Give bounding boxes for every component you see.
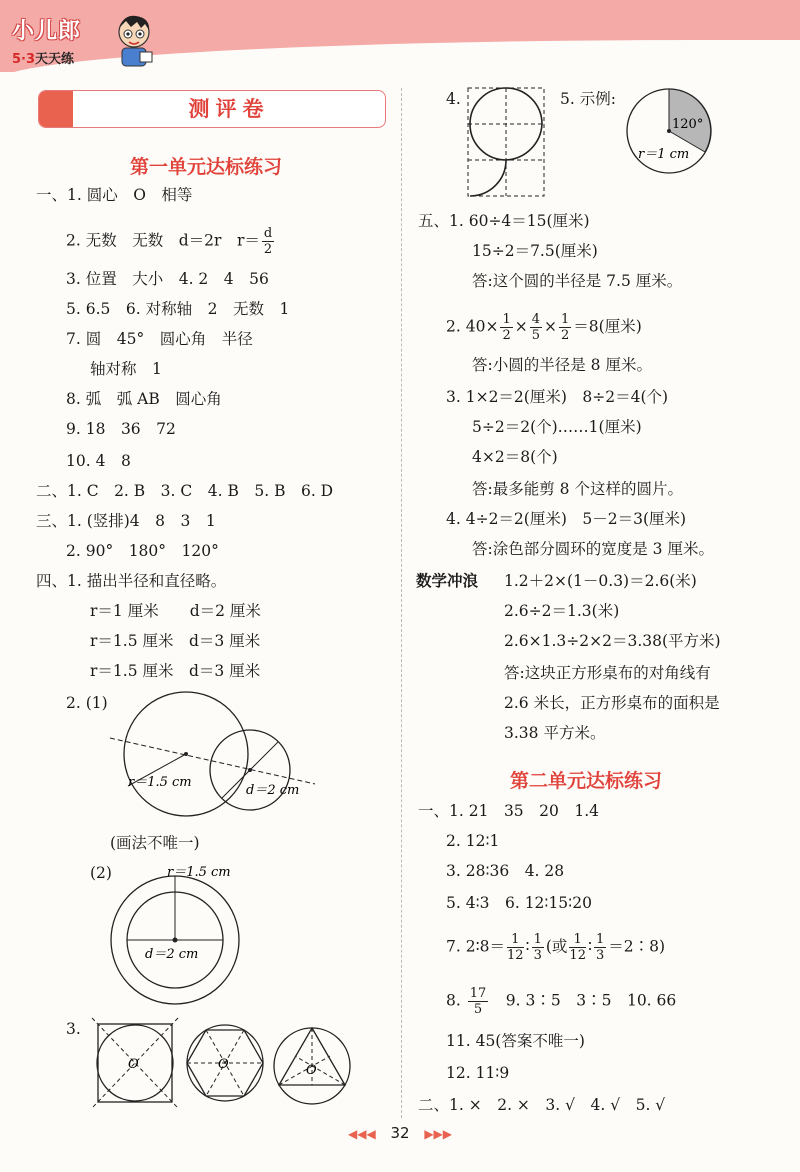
- figure-ring: [105, 860, 265, 1020]
- answer-line: r＝1 厘米 d＝2 厘米: [90, 602, 261, 620]
- svg-text:O: O: [218, 1057, 229, 1072]
- answer-line: 二、1. C 2. B 3. C 4. B 5. B 6. D: [36, 482, 334, 500]
- answer-line: 15÷2＝7.5(厘米): [472, 242, 598, 260]
- banner-title: 测评卷: [188, 97, 270, 121]
- answer-line: 8. 弧 弧 AB 圆心角: [66, 390, 222, 408]
- answer-line: 4. 4÷2＝2(厘米) 5－2＝3(厘米): [446, 510, 687, 528]
- answer-line: 答:涂色部分圆环的宽度是 3 厘米。: [472, 540, 714, 558]
- svg-text:O: O: [306, 1063, 317, 1078]
- svg-text:r＝1.5 cm: r＝1.5 cm: [167, 865, 231, 880]
- test-banner: [38, 90, 386, 128]
- svg-text:r＝1.5 cm: r＝1.5 cm: [128, 775, 192, 790]
- answer-line: 三、1. (竖排)4 8 3 1: [36, 512, 216, 530]
- answer-line: 2.6×1.3÷2×2＝3.38(平方米): [504, 632, 721, 650]
- next-arrows-icon: ▶▶▶: [424, 1127, 453, 1141]
- answer-line: 答:小圆的半径是 8 厘米。: [472, 356, 652, 374]
- answer-line: 7. 2∶8＝ $\frac{1}{12}$ ∶ $\frac{1}{3}$ (或 $\frac{1}{12}$ ∶ $\frac{1}{3}$ ＝2∶8): [446, 932, 666, 963]
- answer-line: 4.: [446, 90, 461, 108]
- figure-grid-curve: [466, 86, 548, 198]
- answer-line: 5. 6.5 6. 对称轴 2 无数 1: [66, 300, 290, 318]
- mascot-icon: [112, 12, 156, 68]
- svg-text:O: O: [128, 1057, 139, 1072]
- answer-line: 2. (1): [66, 694, 108, 712]
- answer-line: 10. 4 8: [66, 452, 131, 470]
- answer-line: 二、1. × 2. × 3. √ 4. √ 5. √: [418, 1096, 666, 1114]
- answer-line: 答:这个圆的半径是 7.5 厘米。: [472, 272, 683, 290]
- series-number: 5·3: [12, 52, 36, 67]
- prev-arrows-icon: ◀◀◀: [347, 1127, 376, 1141]
- answer-line: 3. 1×2＝2(厘米) 8÷2＝4(个): [446, 388, 669, 406]
- section-title-unit2: 第二单元达标练习: [510, 770, 663, 792]
- answer-line: 2.6 米长，正方形桌布的面积是: [504, 694, 720, 712]
- answer-line: 一、1. 21 35 20 1.4: [418, 802, 600, 820]
- series-label: [12, 48, 74, 67]
- answer-line: 2. 40× $\frac{1}{2}$ × $\frac{4}{5}$ × $\frac{1}{2}$ ＝8(厘米): [446, 312, 642, 343]
- figure-sector: [624, 86, 714, 176]
- answer-line: 5÷2＝2(个)……1(厘米): [472, 418, 642, 436]
- answer-line: 答:这块正方形桌布的对角线有: [504, 664, 711, 682]
- svg-text:r＝1 cm: r＝1 cm: [638, 147, 690, 162]
- brand-title: 小儿郎: [12, 19, 82, 44]
- answer-line: 12. 11∶9: [446, 1064, 510, 1082]
- answer-line: 2. 无数 无数 d＝2r r＝ $\frac{d}{2}$: [66, 226, 273, 257]
- series-text: 天天练: [35, 52, 75, 67]
- answer-line: 轴对称 1: [90, 360, 162, 378]
- answer-line: 3.: [66, 1020, 81, 1038]
- column-divider: [401, 88, 402, 1118]
- answer-line: r＝1.5 厘米 d＝3 厘米: [90, 632, 261, 650]
- answer-line: 3.38 平方米。: [504, 724, 606, 742]
- figure-note: (画法不唯一): [110, 834, 200, 852]
- answer-line: 2. 12∶1: [446, 832, 500, 850]
- answer-line: 5. 示例:: [560, 90, 616, 108]
- answer-line: 一、1. 圆心 O 相等: [36, 186, 193, 204]
- answer-line: 7. 圆 45° 圆心角 半径: [66, 330, 253, 348]
- answer-line: (2): [90, 864, 112, 882]
- answer-line: 11. 45(答案不唯一): [446, 1032, 585, 1050]
- answer-line: r＝1.5 厘米 d＝3 厘米: [90, 662, 261, 680]
- answer-line: 五、1. 60÷4＝15(厘米): [418, 212, 590, 230]
- answer-line: 四、1. 描出半径和直径略。: [36, 572, 227, 590]
- answer-line: 3. 位置 大小 4. 2 4 56: [66, 270, 269, 288]
- svg-text:120°: 120°: [672, 117, 704, 132]
- figure-two-circles: [100, 690, 320, 820]
- page-number: 32: [390, 1124, 410, 1142]
- challenge-label: 数学冲浪: [416, 572, 479, 590]
- svg-text:d＝2 cm: d＝2 cm: [145, 947, 199, 962]
- answer-line: 2. 90° 180° 120°: [66, 542, 219, 560]
- answer-line: 8. $\frac{17}{5}$ 9. 3∶5 3∶5 10. 66: [446, 986, 677, 1017]
- page-footer: [0, 1124, 800, 1142]
- section-title-unit1: 第一单元达标练习: [130, 156, 283, 178]
- answer-line: 1.2＋2×(1－0.3)＝2.6(米): [504, 572, 697, 590]
- brand-logo: [8, 10, 158, 70]
- answer-line: 2.6÷2＝1.3(米): [504, 602, 620, 620]
- answer-line: 答:最多能剪 8 个这样的圆片。: [472, 480, 683, 498]
- fraction: $\frac{d}{2}$: [263, 226, 273, 257]
- answer-line: 3. 28∶36 4. 28: [446, 862, 565, 880]
- banner-tab: [39, 91, 73, 127]
- figure-inscribed-shapes: [90, 1016, 360, 1108]
- answer-line: 4×2＝8(个): [472, 448, 558, 466]
- svg-text:d＝2 cm: d＝2 cm: [246, 783, 300, 798]
- answer-line: 9. 18 36 72: [66, 420, 176, 438]
- answer-line: 5. 4∶3 6. 12∶15∶20: [446, 894, 592, 912]
